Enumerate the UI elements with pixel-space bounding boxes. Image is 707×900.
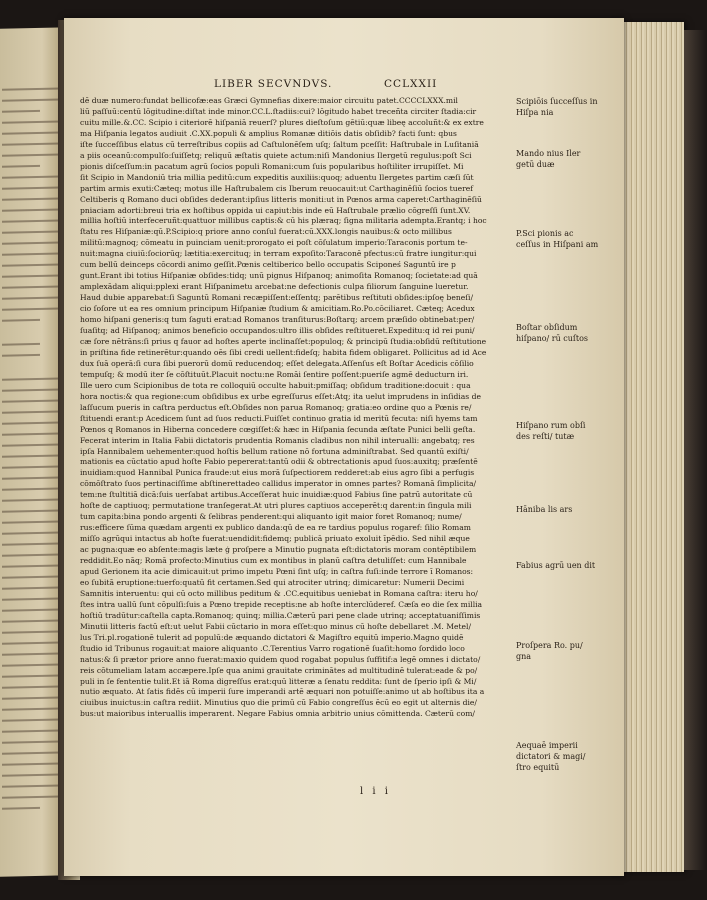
marginal-note: Proſpera Ro. pu/ gna xyxy=(516,641,583,661)
text-line: reddidit.Eo nāq; Romā profecto:Minutius cum ex montibus in planū caſtra detuliſſet: cum Hannibale xyxy=(80,556,467,566)
text-line: ciuibus inuictus:in caſtra rediit. Minutius quo die primū cū Fabio congreſſus ēcū eo egit ut alternis die/ xyxy=(80,698,477,708)
text-line: homo hiſpani generis:q tum ſaguti erat:ad Romanos tranſiturus:Boſtarq; arcem præſido obtinebat:per/ xyxy=(80,315,475,325)
text-line: miſſo agrūqui intactus ab hoſte fuerat:uendidit:fidemq; publicā priuato exoluit īpēdio. Sed nihil æque xyxy=(80,534,470,544)
text-line: Minutii litteris factū eſt:ut uelut Fabii cūctario in mora eſſet:quo minus cū hoſte debellaret .M. Metel/ xyxy=(80,621,471,631)
text-line: in priſtina fide retinerētur:quando oēs ſibi credi uellent:fideſq; habita fidem obligaret. Pollicitus ad id Ace xyxy=(80,347,487,357)
text-line: lus Tri.pl.rogationē tulerit ad populū:de æquando dictatori & Magiſtro equitū imperio.Magno quidē xyxy=(80,632,464,642)
page-edges xyxy=(614,22,684,872)
text-line: tempuſq; & modū iter ſe cōſtituūt.Placuit noctu:ne Romāi ſentire poſſent:pueriſe agmē deducturn iri. xyxy=(80,369,469,379)
body-text-block xyxy=(80,96,508,720)
text-line: liū paſſuū:centū lōgitudine:diſtat inde minor.CC.L.ſtadiis:cui? lōgitudo habet treceñta circiter ſtadia:cir xyxy=(80,106,477,116)
text-line: ſtituendi erant:p Acedicem ſunt ad ſuos reducti.Fuiſſet continuo gratia id meritū fecuta: niſi hyems tam xyxy=(80,413,478,423)
text-line: cio ſoſore ut ea res omnium principum Hiſpaniæ ſtudium & amicitiam.Ro.Po.cōciliaret. Cæteq; Acedux xyxy=(80,304,475,314)
marginal-note: Hiſpano rum obſi des reſti/ tutæ xyxy=(516,421,586,441)
marginal-note: Hāniba lis ars xyxy=(516,505,573,514)
facing-page-text xyxy=(2,87,66,818)
text-line: rus:efficere ſūma quædam argenti ex publico danda:qū de ea re tardius populus rogaref: ſilio Romam xyxy=(80,523,471,533)
text-line: eo ſubitā eruptione:tuerfo:quatū fit certamen.Sed qui atrociter utrinq; dimicaretur: Numerii Decimi xyxy=(80,577,465,587)
text-line: Haud dubie apparebat:ſi Saguntū Romani recæpiſſent:eſſentq; parētibus reſtituti obſides:ipſoę beneſi/ xyxy=(80,293,474,303)
folio-number: CCLXXII xyxy=(384,78,438,90)
text-line: ſtudio id Tribunus rogauit:at maiore aliquanto .C.Terentius Varro rogationē ſuaſit:homo ſordido loco xyxy=(80,643,465,653)
text-line: hoſtiū tradūtur:caſtella capta.Romanoq; quinq; millia.Cæterū pari pene clade utrinq; acceptatuaniſſimis xyxy=(80,610,481,620)
text-line: ſtatu res Hiſpaniæ:qū.P.Scipio:q priore anno conſul fuerat:cū.XXX.longis nauibus:& octo millibus xyxy=(80,227,452,237)
text-line: reis cōtumeliam latam accæpere.Ipſe qua animi grauitate criminātes ad multitudinē tulerat:eade & po/ xyxy=(80,665,478,675)
text-line: militū:magnoq; cōmeatu in puinciam uenit:prorogato ei poſt cōſulatum imperio:Taraconis portum te- xyxy=(80,238,468,248)
running-title: LIBER SECVNDVS. xyxy=(214,78,333,90)
text-line: millia hoſtiū interfeceruñt:quattuor millibus captis:& cū his plæraq; ſigna militaria adempta.Erantq; i hoc xyxy=(80,216,487,226)
text-line: hora noctis:& qua regione:cum obſidibus ex urbe egreſſurus eſſet:Atq; ita uelut imprudens in inſidias de xyxy=(80,391,481,401)
text-line: partim armis exuti:Cæteq; motus ille Haſtrubalem cis Iberum reuocauit:ut Carthaginēſiū ſocios tueref xyxy=(80,183,474,193)
text-line: Celtiberis q Romano duci obſides dederant:ipſius litteris moniti:ut in Pœnos arma caperet:Carthaginēſiū xyxy=(80,194,482,204)
text-line: iſte ſucceſſibus elatus cū terreſtribus copiis ad Caſtulonēſem uſq; ſaltum pceſſit: Haſtrubale in Luſitaniā xyxy=(80,139,479,149)
text-line: puli in ſe fententie tulit.Et iā Roma digreſſus erat:quū litteræ a ſenatu reddita: ſunt de ſperio ipſi & Mi/ xyxy=(80,676,477,686)
text-line: amplexādam aliqui:pplexi erant Hiſpanimetu arcebat:ne defectionis culpa filiorum ſanguine lueretur. xyxy=(80,282,469,292)
text-line: laſſucum pueris in caſtra perductus eſt.Obſides non parua Romanoq; gratia:eo ordine quo a Pœnis re/ xyxy=(80,402,472,412)
text-line: Fecerat interim in Italia Fabii dictatoris prudentia Romanis cladibus non nihil interualli: angebatq; res xyxy=(80,435,475,445)
text-line: apud Gerionem ita acie dimicauit:ut primo impetu Pœni ſint uſq; in caſtra fuſi:inde terrore ī Romanos: xyxy=(80,566,474,576)
edge-shadow xyxy=(684,30,707,870)
text-line: natus:& ſi prætor priore anno fuerat:maxio quidem quod rogabat populus ſuffitif:a legē omnes i dictato/ xyxy=(80,654,481,664)
text-line: nuit:magna ciuiū:ſociorūq; lætitia:exercituq; in terram expoſito:Taraconē pfectus:cū fratre iungitur:qui xyxy=(80,249,477,259)
text-line: tem:ne ſtultitiā dicā:ſuis uerſabat artibus.Acceſſerat huic inuidiæ:quod Fabius ſine patrū autoritate cū xyxy=(80,490,473,500)
text-line: gunt.Erant ibi totius Hiſpaniæ obſides:tidq; unū pignus Hiſpanoq; animoſita Romanoq; ſocietate:ad quā xyxy=(80,271,478,281)
text-line: cum bellū deinceps cōcordi animo geſſit.Pœnis celtiberico bello occupatis Sciponeś Saguntū ire p xyxy=(80,260,456,270)
marginal-note: Boſtar obſidum hiſpano/ rū cuſtos xyxy=(516,323,589,343)
text-line: cōmōſtrato ſuos pertinaciſſime abſtinerettadeo callidus imperator in omnes partes? Romanā ſimplicita/ xyxy=(80,479,477,489)
text-line: Ille uero cum Scipionibus de tota re colloquiū occulte habuit:pmiſſaq; obſidum traditione:docuit : qua xyxy=(80,380,471,390)
text-line: tum capita:bina pondo argenti & ſelibras penderent:qui aliquanto igit maior foret Romanoq; nume/ xyxy=(80,512,462,522)
text-line: ſuaſitq; ad Hiſpanoq; animos beneficio occupandos:ultro illis obſides reſtitueret.Expeditu:q id rei puni/ xyxy=(80,326,475,336)
text-line: ipſa Hannibalem uehementer:quod hoſtis bellum ratione nō fortuna adminiſtrabat. Sed quantū exiſti/ xyxy=(80,446,469,456)
marginal-note: Fabius agrū uen dit xyxy=(516,561,596,570)
text-line: ac pugna:quæ eo abſente:magis læte ģ proſpere a Minutio pugnata eſt:dictatoris moram contēptibilem xyxy=(80,545,477,555)
marginal-note: Aequaē imperii dictatori & magi/ ſtro equitū xyxy=(516,741,586,772)
text-line: pniaciam adorti:breui tria ex hoſtibus oppida ui capiut:bis inde eū Haſtrubale prælio cōgreſſi ſunt.XV. xyxy=(80,205,471,215)
text-line: bus:ut maioribus interuallis imperarent. Negare Fabius omnia arbitrio unius cōmittenda. Cæterū com/ xyxy=(80,709,475,719)
text-line: Samnitis interuentu: qui cū octo millibus peditum & .CC.equitibus ueniebat in Romana caſtra: iteru ho/ xyxy=(80,588,478,598)
text-line: a piis oceanū:compulſo:ſuiſſetq; reliquū æſtatis quiete actum:niſi Mandonius Ilergetū regulus:poſt Sci xyxy=(80,150,472,160)
text-line: nutio æquato. At ſatis fidēs cū imperii ſure imperandi artē æquari non potuiſſe:animo ut ab hoſtibus ita a xyxy=(80,687,485,697)
text-line: pionis diſceſſum:in pacatum agrū ſocios populi Romani:cum ſuis popularibus hoſtiliter irrupiſſet. Mi xyxy=(80,161,464,171)
text-line: dē duæ numero:fundat bellicofæ:eas Græci Gymnefias dixere:maior circuitu patet.CCCCLXXX.mil xyxy=(80,96,458,105)
text-line: cæ ſore nētrāns:ſi prius q fauor ad hoſtes aperte inclinaſſet:populoq; & principū ſtudia:obſidū reſtitutione xyxy=(80,336,487,346)
text-line: ma Hiſpania legatos audiuit .C.XX.populi & amplius Romanæ ditiōis datis obſidib? facti ſunt: qbus xyxy=(80,128,457,138)
text-line: cuitu mille.&.CC. Scipio i citeriorē hiſpaniā reuerſ? plures dieſtoſum gētiū:quæ libeę accoluñt:& ex extre xyxy=(80,117,484,127)
text-line: inuidiam:quod Hannibal Punica fraude:ut eius morā ſuſpectiorem redderet:ab eius agro ſibi a perfugis xyxy=(80,468,475,478)
text-line: hoſte de captiuoq; permutatione tranſegerat.At utri plures captiuos acceperēt:q darent:in ſingula mili xyxy=(80,501,472,511)
marginal-note: P.Sci pionis ac ceſſus in Hiſpani am xyxy=(516,229,599,249)
text-line: ſit Scipio in Mandoniū tria millia peditū:cum expeditis auxiliis:quoq; aduentu Ilergetes partim cæſi ſūt xyxy=(80,172,474,182)
text-line: Pœnos q Romanos in Hiberna concedere cœgiſſet:& hæc in Hiſpania ſecunda æſtate Punici belli geſta. xyxy=(80,424,476,434)
text-line: mationis ea cūctatio apud hoſte Fabio pepererat:tantū odii & obtrectationis apud ſuos:auxitq; præſentē xyxy=(80,457,478,467)
marginal-note: Scipiōis ſucceſſus in Hiſpa nia xyxy=(516,97,598,117)
marginal-note: Mando nius Iler getū duæ xyxy=(516,149,581,169)
text-line: ſtes intra uallū ſunt cōpulſi:ſuis a Pœno trepide receptis:ne ab hoſte interclūderef. Cæſa eo die ſex millia xyxy=(80,599,483,609)
signature-mark: l i i xyxy=(360,786,391,797)
text-line: dux ſuā operā:ſi cura ſibi puerorū domū reducendoq; eſſet delegata.Aſſenſus eſt Boſtar Acedicis cōſilio xyxy=(80,358,474,368)
